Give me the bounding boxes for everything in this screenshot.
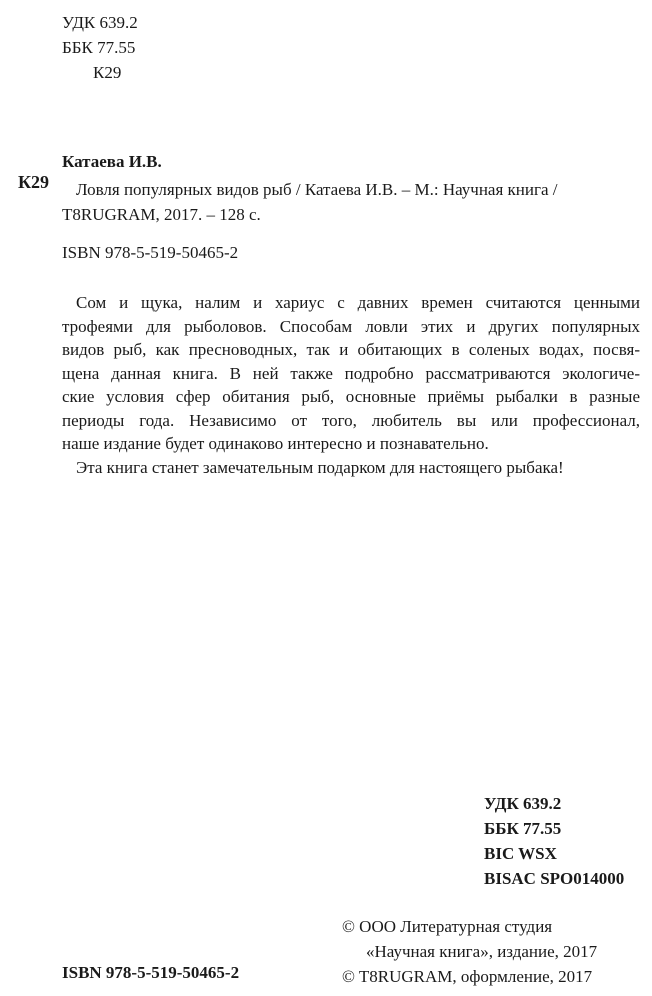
top-udk-code: УДК 639.2 xyxy=(62,13,138,32)
copyright-block xyxy=(342,914,597,989)
citation-line: T8RUGRAM, 2017. – 128 с. xyxy=(62,205,261,224)
abstract-line: щена данная книга. В ней также подробно рассматриваются экологиче- xyxy=(62,363,640,383)
copyright-line: © ООО Литературная студия xyxy=(342,917,553,936)
abstract-line: Сом и щука, налим и хариус с давних времен считаются ценными xyxy=(76,293,640,312)
abstract-paragraph xyxy=(62,291,640,479)
top-bbk-code: ББК 77.55 xyxy=(62,38,136,57)
abstract-line: периоды года. Независимо от того, любитель вы или профессионал, xyxy=(62,410,640,430)
bottom-isbn: ISBN 978-5-519-50465-2 xyxy=(62,963,240,982)
top-classification-codes xyxy=(62,10,138,85)
abstract-line: наше издание будет одинаково интересно и познавательно. xyxy=(62,434,489,453)
abstract-line: трофеями для рыболовов. Способам ловли этих и других популярных xyxy=(62,316,640,336)
entry-citation xyxy=(62,177,642,227)
abstract-line: Эта книга станет замечательным подарком для настоящего рыбака! xyxy=(76,457,564,477)
side-author-mark: К29 xyxy=(18,172,50,192)
abstract-line: видов рыб, как пресноводных, так и обитающих в соленых водах, посвя- xyxy=(62,340,640,359)
top-author-mark: К29 xyxy=(93,63,122,82)
bottom-udk-code: УДК 639.2 xyxy=(484,794,562,813)
bottom-bbk-code: ББК 77.55 xyxy=(484,819,562,838)
bottom-bisac-code: BISAC SPO014000 xyxy=(484,869,625,888)
abstract-line: ские условия сфер обитания рыб, основные приёмы рыбалки в разные xyxy=(62,387,640,406)
copyright-line: © T8RUGRAM, оформление, 2017 xyxy=(342,967,593,986)
bottom-bic-code: BIC WSX xyxy=(484,844,557,863)
bottom-classification-codes xyxy=(484,791,624,891)
copyright-line: «Научная книга», издание, 2017 xyxy=(366,942,598,961)
entry-author: Катаева И.В. xyxy=(62,152,162,171)
entry-isbn: ISBN 978-5-519-50465-2 xyxy=(62,243,239,262)
citation-line: Ловля популярных видов рыб / Катаева И.В. – М.: Научная книга / xyxy=(76,180,558,199)
